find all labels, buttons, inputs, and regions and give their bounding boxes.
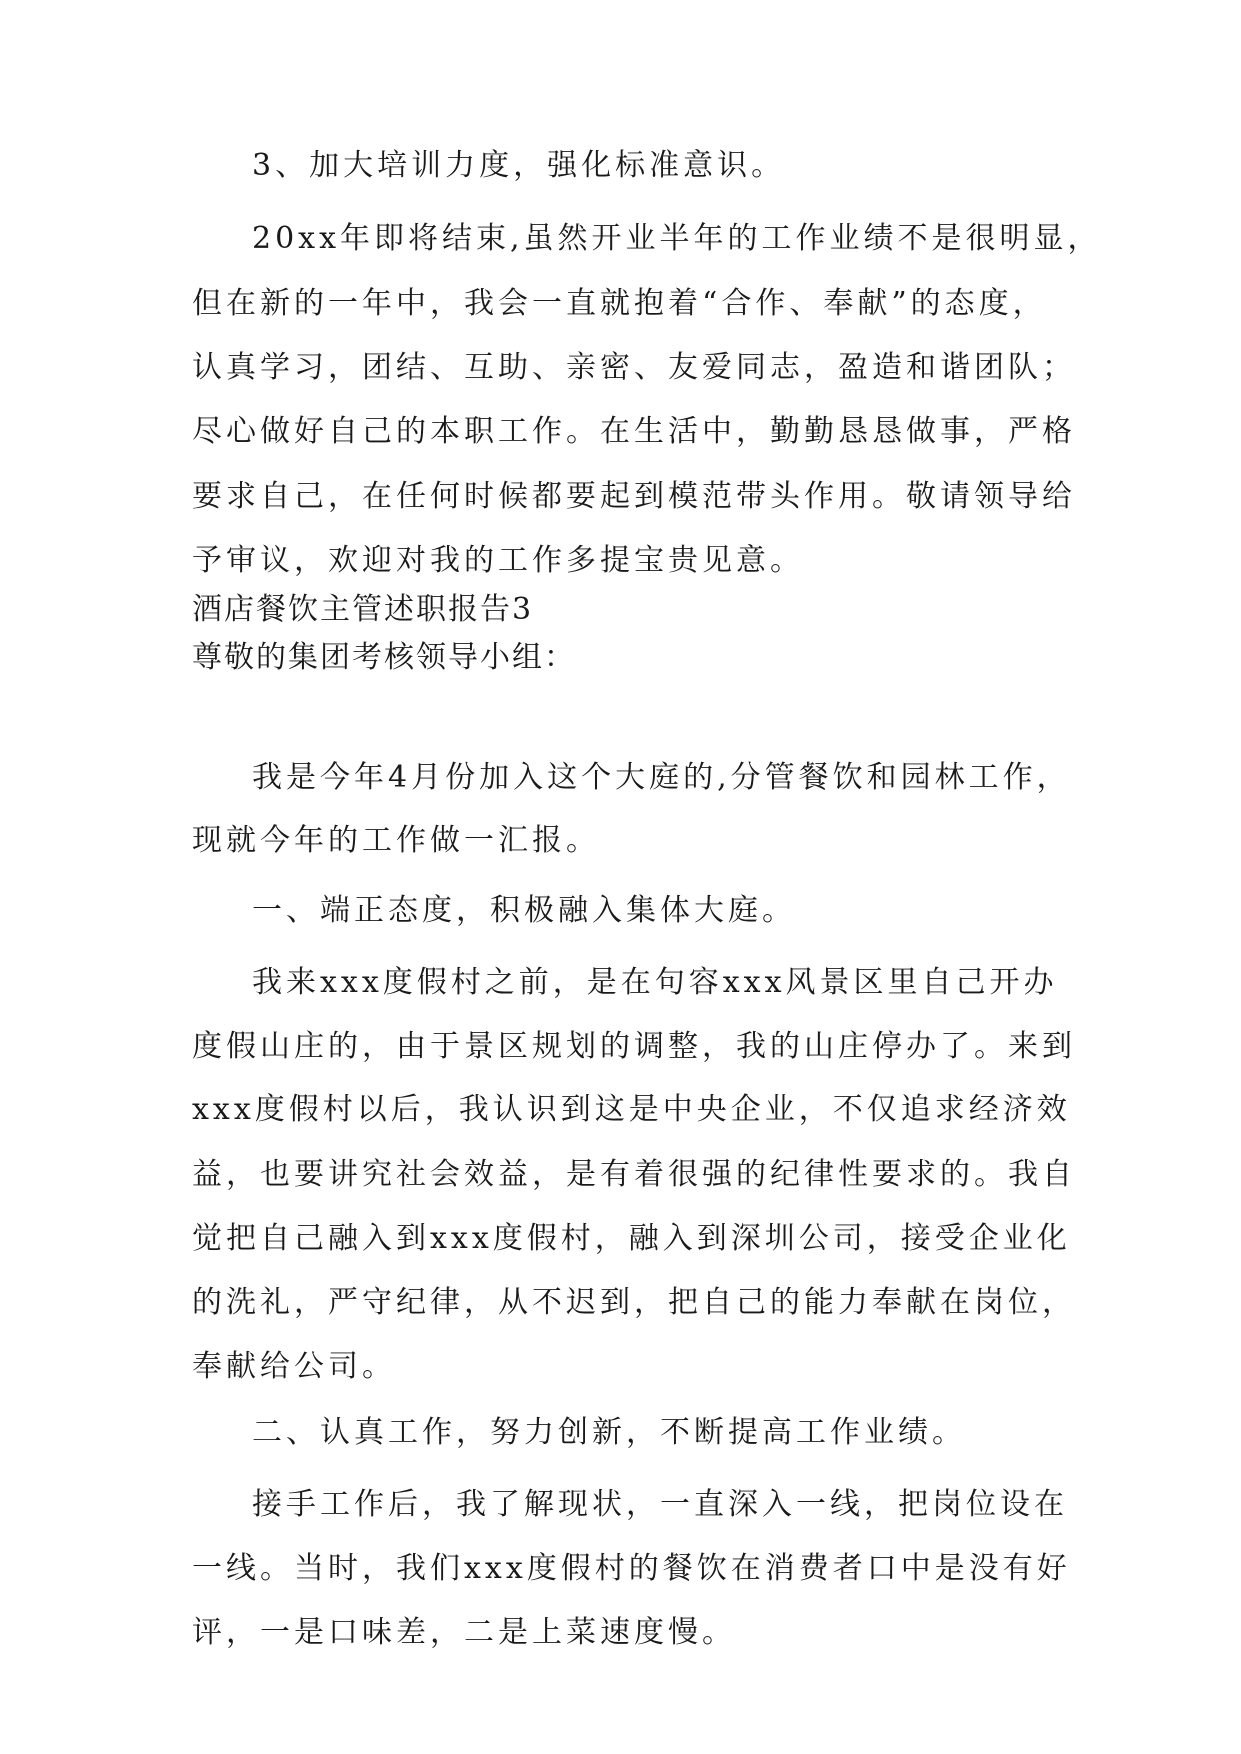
paragraph-line: 3、加大培训力度，强化标准意识。 <box>252 148 786 183</box>
paragraph-line: 尽心做好自己的本职工作。在生活中，勤勤恳恳做事，严格 <box>192 414 1076 449</box>
section-title: 酒店餐饮主管述职报告3 <box>192 592 534 627</box>
salutation: 尊敬的集团考核领导小组： <box>192 640 576 675</box>
paragraph-line: 一线。当时，我们xxx度假村的餐饮在消费者口中是没有好 <box>192 1551 1071 1586</box>
paragraph-line: 我是今年4月份加入这个大庭的,分管餐饮和园林工作， <box>252 760 1071 795</box>
paragraph-line: 觉把自己融入到xxx度假村，融入到深圳公司，接受企业化 <box>192 1221 1071 1256</box>
paragraph-line: 我来xxx度假村之前，是在句容xxx风景区里自己开办 <box>252 965 1058 1000</box>
paragraph-line: xxx度假村以后，我认识到这是中央企业，不仅追求经济效 <box>192 1092 1071 1127</box>
paragraph-line: 认真学习，团结、互助、亲密、友爱同志，盈造和谐团队； <box>192 350 1076 385</box>
paragraph-line: 予审议，欢迎对我的工作多提宝贵见意。 <box>192 543 804 578</box>
paragraph-line: 接手工作后，我了解现状，一直深入一线，把岗位设在 <box>252 1487 1068 1522</box>
paragraph-line: 20xx年即将结束,虽然开业半年的工作业绩不是很明显， <box>252 221 1102 256</box>
paragraph-line: 现就今年的工作做一汇报。 <box>192 823 600 858</box>
paragraph-line: 奉献给公司。 <box>192 1349 396 1384</box>
paragraph-line: 但在新的一年中，我会一直就抱着“合作、奉献”的态度， <box>192 286 1047 321</box>
paragraph-line: 度假山庄的，由于景区规划的调整，我的山庄停办了。来到 <box>192 1029 1076 1064</box>
subheading: 二、认真工作，努力创新，不断提高工作业绩。 <box>252 1415 966 1450</box>
paragraph-line: 益，也要讲究社会效益，是有着很强的纪律性要求的。我自 <box>192 1157 1076 1192</box>
paragraph-line: 要求自己，在任何时候都要起到模范带头作用。敬请领导给 <box>192 479 1076 514</box>
paragraph-line: 评，一是口味差，二是上菜速度慢。 <box>192 1615 736 1650</box>
subheading: 一、端正态度，积极融入集体大庭。 <box>252 893 796 928</box>
paragraph-line: 的洗礼，严守纪律，从不迟到，把自己的能力奉献在岗位， <box>192 1285 1076 1320</box>
